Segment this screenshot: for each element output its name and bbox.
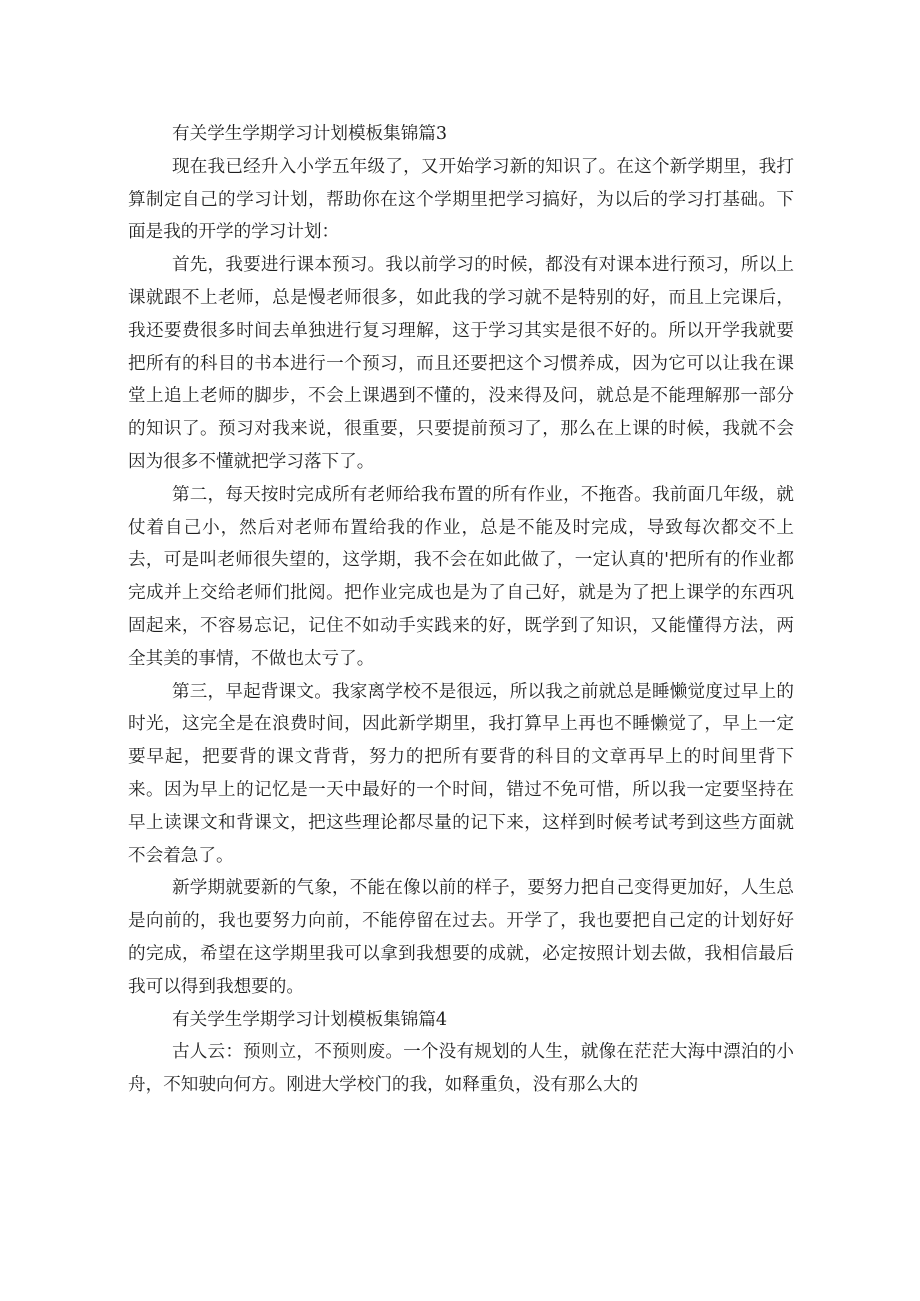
paragraph: 首先，我要进行课本预习。我以前学习的时候，都没有对课本进行预习，所以上课就跟不上老师，总是慢老师很多，如此我的学习就不是特别的好，而且上完课后，我还要费很多时间去单独进行复习理解，这于学习其实是很不好的。所以开学我就要把所有的科目的书本进行一个预习，而且还要把这个习惯养成，因为它可以让我在课堂上追上老师的脚步，不会上课遇到不懂的，没来得及问，就总是不能理解那一部分的知识了。预习对我来说，很重要，只要提前预习了，那么在上课的时候，我就不会因为很多不懂就把学习落下了。 (128, 255, 794, 472)
paragraph: 新学期就要新的气象，不能在像以前的样子，要努力把自己变得更加好，人生总是向前的，我也要努力向前，不能停留在过去。开学了，我也要把自己定的计划好好的完成，希望在这学期里我可以拿到我想要的成就，必定按照计划去做，我相信最后我可以得到我想要的。 (128, 878, 794, 997)
section-heading: 有关学生学期学习计划模板集锦篇4 (172, 1009, 448, 1030)
paragraph: 古人云：预则立，不预则废。一个没有规划的人生，就像在茫茫大海中漂泊的小舟，不知驶向何方。刚进大学校门的我，如释重负，没有那么大的 (128, 1042, 794, 1096)
paragraph: 第三，早起背课文。我家离学校不是很远，所以我之前就总是睡懒觉度过早上的时光，这完全是在浪费时间，因此新学期里，我打算早上再也不睡懒觉了，早上一定要早起，把要背的课文背背，努力的把所有要背的科目的文章再早上的时间里背下来。因为早上的记忆是一天中最好的一个时间，错过不免可惜，所以我一定要坚持在早上读课文和背课文，把这些理论都尽量的记下来，这样到时候考试考到这些方面就不会着急了。 (128, 681, 794, 866)
paragraph: 现在我已经升入小学五年级了，又开始学习新的知识了。在这个新学期里，我打算制定自己的学习计划，帮助你在这个学期里把学习搞好，为以后的学习打基础。下面是我的开学的学习计划： (128, 156, 794, 243)
document-body (128, 118, 794, 1102)
paragraph: 第二，每天按时完成所有老师给我布置的所有作业，不拖沓。我前面几年级，就仗着自己小，然后对老师布置给我的作业，总是不能及时完成，导致每次都交不上去，可是叫老师很失望的，这学期，我不会在如此做了，一定认真的'把所有的作业都完成并上交给老师们批阅。把作业完成也是为了自己好，就是为了把上课学的东西巩固起来，不容易忘记，记住不如动手实践来的好，既学到了知识，又能懂得方法，两全其美的事情，不做也太亏了。 (128, 484, 794, 669)
section-heading: 有关学生学期学习计划模板集锦篇3 (172, 124, 448, 144)
